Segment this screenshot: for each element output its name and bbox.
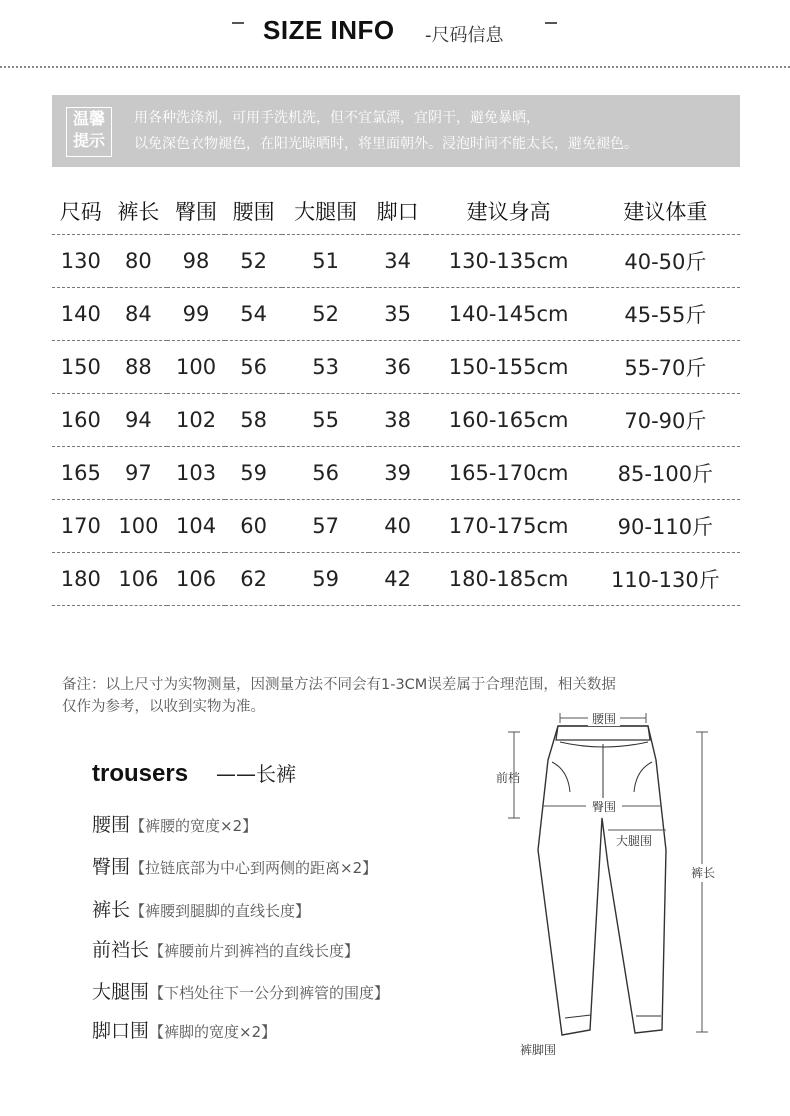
definition-item bbox=[92, 935, 359, 962]
note-line1: 备注：以上尺寸为实物测量，因测量方法不同会有1-3CM误差属于合理范围，相关数据 bbox=[62, 677, 616, 693]
table-cell: 56 bbox=[225, 341, 283, 394]
table-cell: 130-135cm bbox=[426, 235, 590, 288]
table-cell: 150-155cm bbox=[426, 341, 590, 394]
definition-term: 臀围 bbox=[92, 856, 131, 878]
table-cell: 35 bbox=[369, 288, 427, 341]
table-cell: 165-170cm bbox=[426, 447, 590, 500]
definition-term: 裤长 bbox=[92, 899, 131, 921]
table-cell: 42 bbox=[369, 553, 427, 606]
header-subtitle: -尺码信息 bbox=[425, 25, 504, 46]
table-cell: 52 bbox=[225, 235, 283, 288]
col-header: 尺码 bbox=[59, 200, 102, 224]
table-cell: 57 bbox=[282, 500, 368, 553]
table-cell: 59 bbox=[225, 447, 283, 500]
col-header: 建议体重 bbox=[623, 200, 708, 224]
table-cell: 39 bbox=[369, 447, 427, 500]
trousers-title-zh: ——长裤 bbox=[216, 762, 296, 786]
table-header-row bbox=[52, 188, 740, 235]
definition-item bbox=[92, 977, 389, 1004]
definition-item bbox=[92, 1016, 276, 1043]
table-cell: 180 bbox=[52, 553, 110, 606]
table-cell: 140-145cm bbox=[426, 288, 590, 341]
col-header: 臀围 bbox=[175, 200, 218, 224]
badge-line1: 温馨 bbox=[72, 109, 105, 128]
table-cell: 100 bbox=[167, 341, 225, 394]
table-cell: 58 bbox=[225, 394, 283, 447]
note-line2: 仅作为参考，以收到实物为准。 bbox=[62, 699, 265, 715]
table-cell: 56 bbox=[282, 447, 368, 500]
table-cell: 62 bbox=[225, 553, 283, 606]
table-cell: 38 bbox=[369, 394, 427, 447]
table-cell: 97 bbox=[110, 447, 168, 500]
header-dash-left bbox=[232, 22, 244, 24]
table-cell: 53 bbox=[282, 341, 368, 394]
definition-item bbox=[92, 810, 257, 837]
table-row bbox=[52, 288, 740, 341]
table-cell: 130 bbox=[52, 235, 110, 288]
table-cell: 59 bbox=[282, 553, 368, 606]
table-cell: 51 bbox=[282, 235, 368, 288]
table-cell: 45-55斤 bbox=[591, 288, 740, 341]
table-cell: 55-70斤 bbox=[591, 341, 740, 394]
size-table bbox=[52, 188, 740, 606]
definition-desc: 【裤腰的宽度×2】 bbox=[130, 817, 258, 835]
table-cell: 54 bbox=[225, 288, 283, 341]
label-hem: 裤脚围 bbox=[520, 1043, 557, 1057]
trousers-title-en: trousers bbox=[92, 760, 189, 787]
table-cell: 180-185cm bbox=[426, 553, 590, 606]
table-cell: 170 bbox=[52, 500, 110, 553]
table-cell: 103 bbox=[167, 447, 225, 500]
table-cell: 94 bbox=[110, 394, 168, 447]
definition-item bbox=[92, 895, 310, 922]
table-cell: 160 bbox=[52, 394, 110, 447]
table-cell: 52 bbox=[282, 288, 368, 341]
table-cell: 140 bbox=[52, 288, 110, 341]
notice-badge bbox=[66, 107, 112, 157]
label-thigh: 大腿围 bbox=[616, 834, 653, 848]
header-dash-right bbox=[545, 22, 557, 24]
col-header: 裤长 bbox=[117, 200, 160, 224]
table-cell: 100 bbox=[110, 500, 168, 553]
table-cell: 106 bbox=[167, 553, 225, 606]
col-header: 大腿围 bbox=[294, 200, 358, 224]
definition-desc: 【裤脚的宽度×2】 bbox=[149, 1023, 277, 1041]
definition-desc: 【裤腰前片到裤裆的直线长度】 bbox=[149, 942, 360, 960]
table-row bbox=[52, 235, 740, 288]
table-row bbox=[52, 341, 740, 394]
label-length: 裤长 bbox=[690, 866, 716, 880]
table-cell: 150 bbox=[52, 341, 110, 394]
label-hip: 臀围 bbox=[591, 800, 617, 814]
notice-line1: 用各种洗涤剂，可用手洗机洗，但不宜氯漂，宜阴干，避免暴晒， bbox=[134, 110, 540, 126]
definition-term: 脚口围 bbox=[92, 1020, 150, 1042]
table-cell: 99 bbox=[167, 288, 225, 341]
table-row bbox=[52, 553, 740, 606]
page-header bbox=[0, 8, 790, 48]
table-cell: 55 bbox=[282, 394, 368, 447]
col-header: 脚口 bbox=[376, 200, 419, 224]
header-title: SIZE INFO bbox=[263, 15, 395, 45]
dotted-divider bbox=[0, 66, 790, 68]
definition-desc: 【裤腰到腿脚的直线长度】 bbox=[130, 902, 311, 920]
table-cell: 160-165cm bbox=[426, 394, 590, 447]
care-notice bbox=[52, 95, 740, 167]
table-cell: 90-110斤 bbox=[591, 500, 740, 553]
trousers-outline bbox=[538, 726, 666, 1035]
table-cell: 170-175cm bbox=[426, 500, 590, 553]
definition-term: 大腿围 bbox=[92, 981, 150, 1003]
definition-desc: 【拉链底部为中心到两侧的距离×2】 bbox=[130, 859, 378, 877]
table-cell: 36 bbox=[369, 341, 427, 394]
definition-desc: 【下档处往下一公分到裤管的围度】 bbox=[149, 984, 390, 1002]
table-cell: 165 bbox=[52, 447, 110, 500]
table-cell: 88 bbox=[110, 341, 168, 394]
label-waist: 腰围 bbox=[591, 712, 617, 726]
label-front-rise: 前档 bbox=[496, 771, 521, 785]
table-row bbox=[52, 394, 740, 447]
col-header: 腰围 bbox=[232, 200, 275, 224]
definition-term: 前裆长 bbox=[92, 939, 150, 961]
table-cell: 40 bbox=[369, 500, 427, 553]
table-cell: 85-100斤 bbox=[591, 447, 740, 500]
table-cell: 98 bbox=[167, 235, 225, 288]
col-header: 建议身高 bbox=[466, 200, 551, 224]
table-cell: 80 bbox=[110, 235, 168, 288]
table-cell: 34 bbox=[369, 235, 427, 288]
table-cell: 110-130斤 bbox=[591, 553, 740, 606]
table-cell: 106 bbox=[110, 553, 168, 606]
definition-term: 腰围 bbox=[92, 814, 131, 836]
table-row bbox=[52, 447, 740, 500]
table-cell: 104 bbox=[167, 500, 225, 553]
table-cell: 60 bbox=[225, 500, 283, 553]
badge-line2: 提示 bbox=[72, 131, 105, 150]
table-cell: 70-90斤 bbox=[591, 394, 740, 447]
table-cell: 84 bbox=[110, 288, 168, 341]
table-cell: 40-50斤 bbox=[591, 235, 740, 288]
table-row bbox=[52, 500, 740, 553]
definition-item bbox=[92, 852, 377, 879]
notice-line2: 以免深色衣物褪色，在阳光晾晒时，将里面朝外。浸泡时间不能太长，避免褪色。 bbox=[134, 136, 638, 152]
trousers-diagram bbox=[490, 700, 730, 1070]
table-cell: 102 bbox=[167, 394, 225, 447]
